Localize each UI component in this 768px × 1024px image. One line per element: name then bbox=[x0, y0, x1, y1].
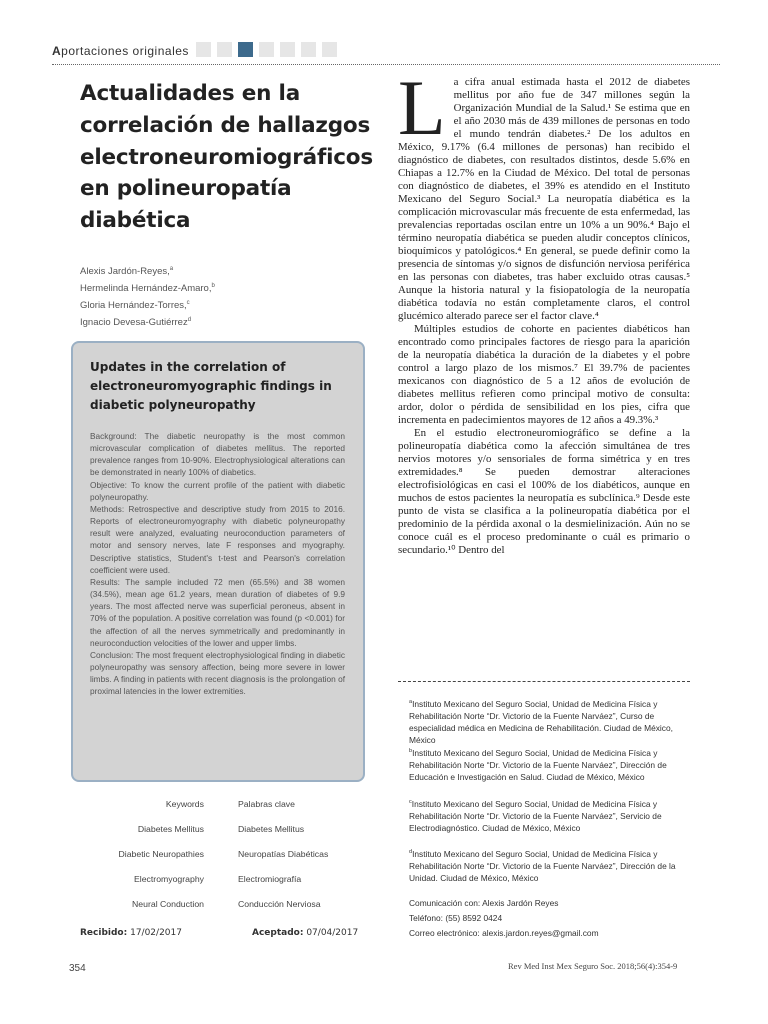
accepted-date: Aceptado: 07/04/2017 bbox=[252, 928, 359, 938]
abstract-objective: Objective: To know the current profile of the patient with diabetic polyneuropathy. bbox=[90, 479, 345, 502]
section-tab bbox=[322, 42, 337, 57]
section-tab-strip bbox=[196, 42, 337, 57]
section-tab bbox=[280, 42, 295, 57]
contact-name: Comunicación con: Alexis Jardón Reyes bbox=[409, 898, 559, 908]
body-paragraph: La cifra anual estimada hasta el 2012 de diabetes mellitus por año fue de 347 millones según la Organización Mundial de la Salud.¹ Se estima que en el año 2030 más de 439 millones de personas en todo el mundo tendrán diabetes.² De los adultos en México, 9.17% (6.4 millones de personas) han recibido el diagnóstico de diabetes, con resultados distintos, desde 5.6% en Chiapas a 12.7% en la Ciudad de México. Del total de personas con diagnóstico de diabetes, el 39% es atendido en el Instituto Mexicano del Seguro Social.³ La neuropatía diabética es la complicación microvascular más frecuente de esta enfermedad, las prevalencias reportadas oscilan entre un 10% a un 90%.⁴ Bajo el término neuropatía diabética se pueden aludir conceptos clínicos, bioquímicos y patológicos.⁴ En general, se puede definir como la presencia de síntomas y/o signos de disfunción nerviosa periférica en las personas con diabetes, tras haber excluido otras causas.⁵ Aunque la historia natural y la fisiopatología de la neuropatía diabética todavía no están completamente claros, el control glucémico alterado parece ser el factor clave.⁴ bbox=[398, 64, 690, 322]
section-label-initial: A bbox=[52, 44, 62, 58]
abstract-results: Results: The sample included 72 men (65.5%) and 38 women (34.5%), mean age 61.2 years, mean duration of diabetes of 9.9 years. The most affected nerve was superficial peroneus, absent in 70% of the population. A positive correlation was found (p <0.001) for the affection of all the nerves symmetrically and predominantly in neuroconduction velocities of the lower and upper limbs. bbox=[90, 576, 345, 648]
section-label-rest: portaciones originales bbox=[61, 44, 189, 58]
section-tab bbox=[301, 42, 316, 57]
section-label bbox=[52, 44, 189, 58]
page-number: 354 bbox=[69, 963, 86, 974]
journal-citation: Rev Med Inst Mex Seguro Soc. 2018;56(4):354-9 bbox=[508, 961, 678, 971]
affiliation: $^d$Instituto Mexicano del Seguro Social, Unidad de Medicina Física y Rehabilitación Norte “Dr. Victorio de la Fuente Narváez”, Dirección de la Unidad. Ciudad de México, México bbox=[409, 848, 676, 883]
abstract-background: Background: The diabetic neuropathy is the most common microvascular complication of diabetes mellitus. The reported prevalence ranges from 10-90%. Electrophysiological alterations can be demonstrated in nearly 100% of diabetics. bbox=[90, 431, 345, 478]
abstract-title: Updates in the correlation of electroneuromyographic findings in diabetic polyneuropathy bbox=[90, 360, 332, 412]
author: Alexis Jardón-Reyes,$^a$ bbox=[80, 266, 174, 278]
abstract-methods: Methods: Retrospective and descriptive study from 2015 to 2016. Reports of electroneuromyography with diabetic polyneuropathy result were analyzed, evaluating neuroconduction parameters of motor and sensory nerves, late F responses and myography. Descriptive statistics, Student's t-test and Pearson's correlation coefficient were used. bbox=[90, 503, 345, 575]
drop-cap: L bbox=[398, 64, 446, 151]
keywords-header-en: Keywords bbox=[165, 799, 204, 809]
section-tab-active bbox=[238, 42, 253, 57]
keywords-header-es: Palabras clave bbox=[238, 799, 295, 809]
affiliation: $^a$Instituto Mexicano del Seguro Social, Unidad de Medicina Física y Rehabilitación Norte “Dr. Victorio de la Fuente Narváez”, Curso de especialidad médica en Medicina de Rehabilitación. Ciudad de México, México bbox=[409, 698, 673, 745]
article-title: Actualidades en la correlación de hallazgos electroneuromiográficos en polineuropatía diabética bbox=[80, 81, 373, 234]
section-tab bbox=[196, 42, 211, 57]
affiliation: $^c$Instituto Mexicano del Seguro Social, Unidad de Medicina Física y Rehabilitación Norte “Dr. Victorio de la Fuente Narváez”, Servicio de Electrodiagnóstico. Ciudad de México, México bbox=[409, 798, 662, 833]
body-paragraph: En el estudio electroneuromiográfico se define a la polineuropatía diabética como la afección simultánea de tres nervios motores y/o sensoriales de forma simétrica y en tres extremidades.⁸ Se pueden demostrar alteraciones electrofisiológicas en casi el 100% de los diabéticos, aunque en muchos de estos pacientes la neuropatía es subclínica.⁹ Desde este punto de vista se clasifica a la polineuropatía diabética por el predominio de la pérdida axonal o la desmielinización. Aún no se conoce cuál es el proceso predominante o cuál es primario o secundario.¹⁰ Dentro del bbox=[398, 427, 690, 556]
abstract-conclusion: Conclusion: The most frequent electrophysiological finding in diabetic polyneuropathy was sensory affection, being more severe in lower limbs. A finding in patients with recent diagnosis is the prolongation of proximal latencies in the lower extremities. bbox=[90, 649, 345, 697]
affiliation: $^b$Instituto Mexicano del Seguro Social, Unidad de Medicina Física y Rehabilitación Norte “Dr. Victorio de la Fuente Narváez”, Dirección de Educación e Investigación en Salud. Ciudad de México, México bbox=[409, 747, 667, 782]
section-tab bbox=[259, 42, 274, 57]
author-list bbox=[80, 262, 215, 331]
article-body bbox=[398, 64, 690, 557]
contact-email[interactable]: Correo electrónico: alexis.jardon.reyes@gmail.com bbox=[409, 928, 599, 938]
contact-info bbox=[409, 896, 599, 941]
author: Hermelinda Hernández-Amaro,$^b$ bbox=[80, 283, 215, 295]
section-tab bbox=[217, 42, 232, 57]
author: Ignacio Devesa-Gutiérrez$^d$ bbox=[80, 317, 192, 329]
contact-phone: Teléfono: (55) 8592 0424 bbox=[409, 913, 503, 923]
header-divider bbox=[52, 64, 720, 65]
footnote-divider bbox=[398, 681, 690, 682]
received-date: Recibido: 17/02/2017 bbox=[80, 928, 182, 938]
abstract-text bbox=[90, 430, 345, 697]
body-paragraph: Múltiples estudios de cohorte en pacientes diabéticos han encontrado como principales factores de riesgo para la aparición de la neuropatía diabética la duración de la diabetes y el pobre control a largo plazo de los mismos.⁷ El 39.7% de pacientes mexicanos con diagnóstico de 5 a 12 años de evolución de diabetes mellitus refieren como principal motivo de consulta: ardor, dolor o pérdida de sensibilidad en los pies, cifra que incrementa en padecimientos mayores de 12 años a 49.3%.³ bbox=[398, 323, 690, 426]
author: Gloria Hernández-Torres,$^c$ bbox=[80, 300, 190, 312]
